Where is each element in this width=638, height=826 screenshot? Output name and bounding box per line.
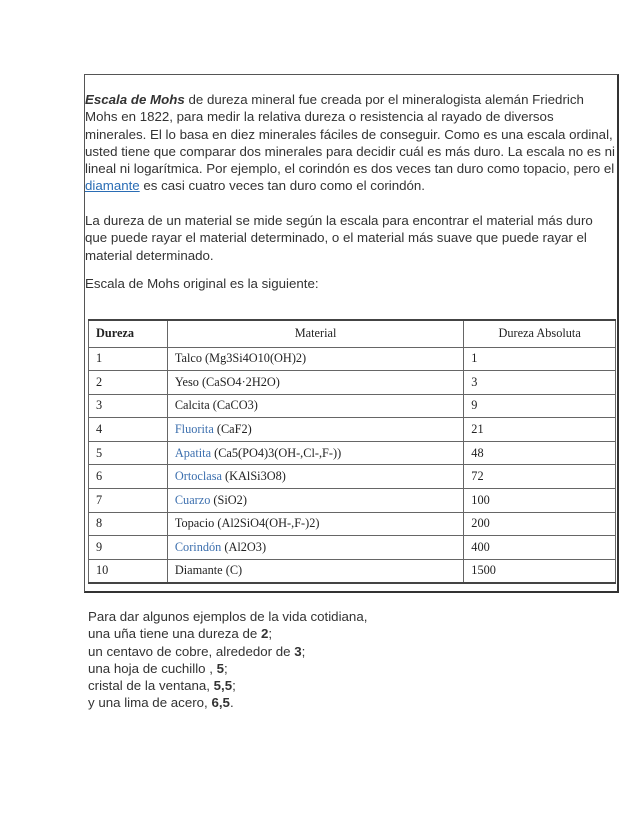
cell-dureza: 8 bbox=[89, 512, 168, 536]
material-formula: Yeso (CaSO4·2H2O) bbox=[174, 374, 280, 389]
cell-material bbox=[167, 418, 463, 442]
cell-absolute: 200 bbox=[464, 512, 616, 536]
material-link[interactable]: Fluorita bbox=[174, 422, 214, 437]
material-formula: Calcita (CaCO3) bbox=[174, 398, 258, 413]
material-link[interactable]: Ortoclasa bbox=[174, 469, 222, 484]
intro-text-2: es casi cuatro veces tan duro como el corindón. bbox=[139, 178, 425, 194]
intro-paragraph bbox=[85, 91, 615, 195]
example-text: cristal de la ventana, bbox=[88, 678, 214, 694]
example-value: 6,5 bbox=[211, 695, 230, 711]
cell-material bbox=[167, 512, 463, 536]
table-header-row bbox=[89, 320, 616, 347]
example-text: y una lima de acero, bbox=[88, 695, 212, 711]
table-row bbox=[89, 512, 616, 536]
intro-text-1: de dureza mineral fue creada por el mineralogista alemán Friedrich Mohs en 1822, para medir la relativa dureza o resistencia al rayado de diversos minerales. El lo basa en diez minerales fáciles de conseguir. Como es una escala ordinal, usted tiene que comparar dos minerales para decidir cuál es más duro. La escala no es ni lineal ni logarítmica. Por ejemplo, el corindón es dos veces tan duro como topacio, pero el bbox=[85, 92, 615, 177]
example-text: una uña tiene una dureza de bbox=[88, 626, 262, 642]
cell-absolute: 1500 bbox=[464, 559, 616, 583]
table-row bbox=[89, 559, 616, 583]
examples-block bbox=[88, 608, 588, 712]
example-punct: ; bbox=[232, 678, 236, 694]
table-row bbox=[89, 489, 616, 513]
cell-absolute: 9 bbox=[464, 394, 616, 418]
header-dureza-absoluta: Dureza Absoluta bbox=[464, 320, 616, 347]
cell-material bbox=[167, 394, 463, 418]
cell-material bbox=[167, 347, 463, 371]
example-line bbox=[88, 625, 588, 642]
cell-dureza: 5 bbox=[89, 441, 168, 465]
cell-absolute: 21 bbox=[464, 418, 616, 442]
diamante-link[interactable]: diamante bbox=[85, 178, 140, 194]
intro-title: Escala de Mohs bbox=[85, 92, 185, 107]
examples-intro: Para dar algunos ejemplos de la vida cotidiana, bbox=[88, 609, 368, 624]
table-row bbox=[89, 347, 616, 371]
example-text: un centavo de cobre, alrededor de bbox=[88, 643, 295, 659]
cell-material bbox=[167, 465, 463, 489]
cell-dureza: 9 bbox=[89, 536, 168, 560]
cell-material bbox=[167, 441, 463, 465]
cell-material bbox=[167, 489, 463, 513]
example-value: 3 bbox=[294, 643, 302, 659]
example-value: 2 bbox=[261, 626, 269, 642]
cell-absolute: 3 bbox=[464, 371, 616, 395]
example-line bbox=[88, 660, 588, 677]
cell-material bbox=[167, 371, 463, 395]
material-formula: (Ca5(PO4)3(OH-,Cl-,F-)) bbox=[211, 445, 342, 460]
cell-absolute: 1 bbox=[464, 347, 616, 371]
example-line bbox=[88, 677, 588, 694]
cell-dureza: 1 bbox=[89, 347, 168, 371]
cell-absolute: 400 bbox=[464, 536, 616, 560]
scale-intro: Escala de Mohs original es la siguiente: bbox=[85, 276, 319, 291]
cell-material bbox=[167, 559, 463, 583]
header-material: Material bbox=[167, 320, 463, 347]
cell-absolute: 100 bbox=[464, 489, 616, 513]
example-line bbox=[88, 694, 588, 711]
material-formula: Diamante (C) bbox=[174, 563, 243, 578]
cell-dureza: 3 bbox=[89, 394, 168, 418]
example-value: 5 bbox=[216, 660, 225, 676]
table-row bbox=[89, 394, 616, 418]
table-row bbox=[89, 418, 616, 442]
cell-dureza: 2 bbox=[89, 371, 168, 395]
table-row bbox=[89, 371, 616, 395]
example-punct: ; bbox=[224, 660, 228, 676]
material-formula: Topacio (Al2SiO4(OH-,F-)2) bbox=[174, 516, 320, 531]
cell-material bbox=[167, 536, 463, 560]
hardness-paragraph: La dureza de un material se mide según la escala para encontrar el material más duro que puede rayar el material determinado, o el material más suave que puede rayar el material determinado. bbox=[85, 213, 593, 263]
example-punct: ; bbox=[268, 626, 273, 642]
table-row bbox=[89, 536, 616, 560]
material-formula: (Al2O3) bbox=[221, 540, 267, 555]
mohs-table bbox=[88, 319, 616, 584]
material-formula: (CaF2) bbox=[213, 422, 252, 437]
example-punct: . bbox=[229, 695, 234, 711]
material-formula: (KAlSi3O8) bbox=[221, 469, 286, 484]
cell-absolute: 72 bbox=[464, 465, 616, 489]
material-link[interactable]: Corindón bbox=[174, 540, 222, 555]
material-formula: (SiO2) bbox=[210, 492, 247, 507]
cell-dureza: 6 bbox=[89, 465, 168, 489]
cell-dureza: 4 bbox=[89, 418, 168, 442]
header-dureza: Dureza bbox=[89, 320, 168, 347]
example-punct: ; bbox=[301, 643, 306, 659]
cell-dureza: 10 bbox=[89, 559, 168, 583]
content-box bbox=[84, 74, 619, 593]
example-text: una hoja de cuchillo , bbox=[88, 660, 217, 676]
material-link[interactable]: Cuarzo bbox=[174, 492, 211, 507]
cell-absolute: 48 bbox=[464, 441, 616, 465]
material-link[interactable]: Apatita bbox=[174, 445, 212, 460]
cell-dureza: 7 bbox=[89, 489, 168, 513]
table-row bbox=[89, 441, 616, 465]
example-value: 5,5 bbox=[213, 678, 233, 694]
example-line bbox=[88, 643, 588, 660]
material-formula: Talco (Mg3Si4O10(OH)2) bbox=[174, 351, 307, 366]
table-row bbox=[89, 465, 616, 489]
